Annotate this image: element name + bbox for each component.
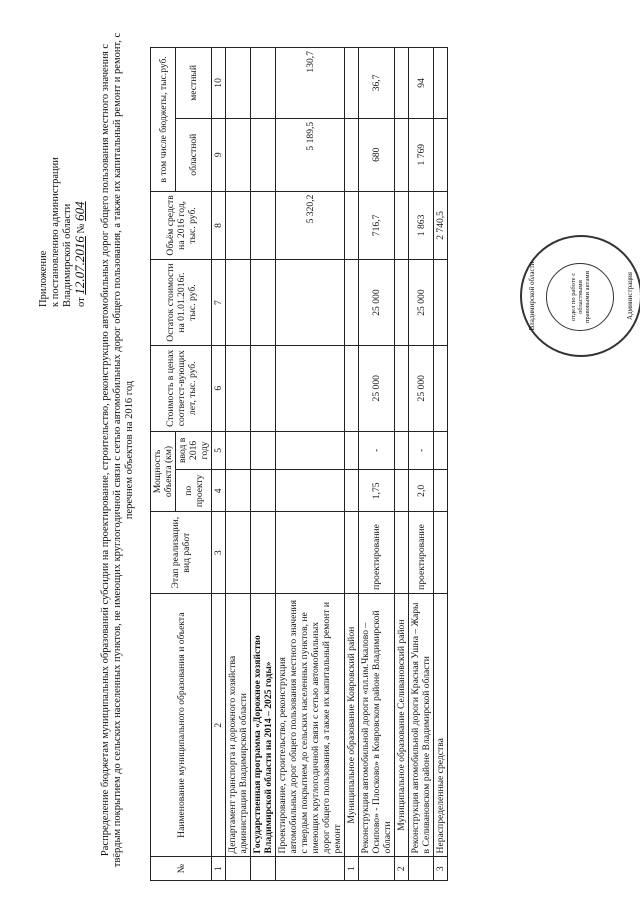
r3-volume: 2 740,5 [434,191,448,260]
dept-name: Департамент транспорта и дорожного хозяйства администрации Владимирской области [226,593,251,857]
r1-cap-project: 1,75 [359,470,395,512]
r2-stage: проектирование [409,512,434,593]
col-num-4: 4 [212,470,226,512]
r1-regional: 680 [359,118,395,191]
col-num-6: 6 [212,345,226,431]
appendix-line2: к постановлению администрации [50,157,61,307]
header-cap-2016: ввод в 2016 году [176,431,212,470]
table-row [345,48,359,881]
header-num: № [151,857,212,881]
table-row [434,48,448,881]
subsidy-table [150,47,448,881]
purpose-regional: 5 189,5 [276,118,345,191]
r1-stage: проектирование [359,512,395,593]
appendix-line1: Приложение [38,250,49,307]
r1-num: 1 [345,857,359,881]
header-local: местный [176,48,212,119]
table-row [359,48,395,881]
r1-volume: 716,7 [359,191,395,260]
stamp-center: отдел по работе с областными правовыми актами [546,263,614,331]
r1-municipality: Муниципальное образование Ковровский район [345,593,359,857]
stamp-ring-bottom: Администрация [626,272,634,320]
r2-regional: 1 769 [409,118,434,191]
appendix-line3: Владимирской области [62,203,73,307]
purpose-volume: 5 320,2 [276,191,345,260]
r3-num: 3 [434,857,448,881]
stamp-ring-top: Владимирской области [528,261,536,331]
header-capacity: Мощность объекта (км) [151,431,176,512]
purpose-name: Проектирование, строительство, реконструкция автомобильных дорог общего пользования местного значения с твердым покрытием до сельских населенных пунктов, не имеющих круглогодичной связи с сетью автомобильных дорог общего пользования, а также их капитальный ремонт и ремонт [276,593,345,857]
table-row [226,48,251,881]
date-prefix: от [76,297,87,307]
col-num-7: 7 [212,260,226,346]
col-num-1: 1 [212,857,226,881]
header-name: Наименование муниципального образования и объекта [151,593,212,857]
col-num-10: 10 [212,48,226,119]
header-row-1 [151,48,176,881]
official-stamp [520,235,640,357]
header-numbers-row [212,48,226,881]
header-regional: областной [176,118,212,191]
r2-volume: 1 863 [409,191,434,260]
col-num-3: 3 [212,512,226,593]
r2-cost: 25 000 [409,345,434,431]
table-row [409,48,434,881]
r2-num: 2 [395,857,409,881]
header-stage: Этап реализации, вид работ [151,512,212,593]
appendix-block [38,77,88,307]
table-row [276,48,345,881]
header-remain: Остаток стоимости на 01.01.2016г. тыс. руб. [151,260,212,346]
r1-local: 36,7 [359,48,395,119]
r2-remain: 25 000 [409,260,434,346]
document-title: Распределение бюджетам муниципальных образований субсидии на проектирование, строительство, реконструкцию автомобильных дорог общего пользования местного значения с твёрдым покрытием до сельских населенных пунктов, не имеющих круглогодичной связи с сетью автомобильных дорог общего пользования, а также их капитальный ремонт и ремонт, с перечнем объектов на 2016 год [100,32,135,868]
program-name: Государственная программа «Дорожное хозяйство Владимирской области на 2014 – 2025 годы» [251,593,276,857]
col-num-5: 5 [212,431,226,470]
number-prefix: № [76,223,87,234]
r1-object: Реконструкция автомобильной дороги «пл.им.Чкалово – Осипово» - Плосково» в Ковровском районе Владимирской области [359,593,395,857]
header-budgets: в том числе бюджеты, тыс.руб. [151,48,176,192]
decree-number: 604 [72,201,87,221]
purpose-local: 130,7 [276,48,345,119]
r3-name: Нераспределенные средства [434,593,448,857]
col-num-2: 2 [212,593,226,857]
table-row [395,48,409,881]
decree-date: 12.07.2016 [72,236,87,295]
r2-cap-project: 2,0 [409,470,434,512]
r2-object: Реконструкция автомобильной дороги Красная Ушна – Жары в Селивановском районе Владимирской области [409,593,434,857]
appendix-date-line [74,77,88,307]
col-num-9: 9 [212,118,226,191]
r2-municipality: Муниципальное образование Селивановский район [395,593,409,857]
col-num-8: 8 [212,191,226,260]
table-row [251,48,276,881]
r1-cap-2016: - [359,431,395,470]
header-cap-project: по проекту [176,470,212,512]
r2-local: 94 [409,48,434,119]
header-cost: Стоимость в ценах соответст-вующих лет, тыс. руб. [151,345,212,431]
r2-cap-2016: - [409,431,434,470]
r1-remain: 25 000 [359,260,395,346]
header-volume: Объём средств на 2016 год, тыс. руб. [151,191,212,260]
r1-cost: 25 000 [359,345,395,431]
